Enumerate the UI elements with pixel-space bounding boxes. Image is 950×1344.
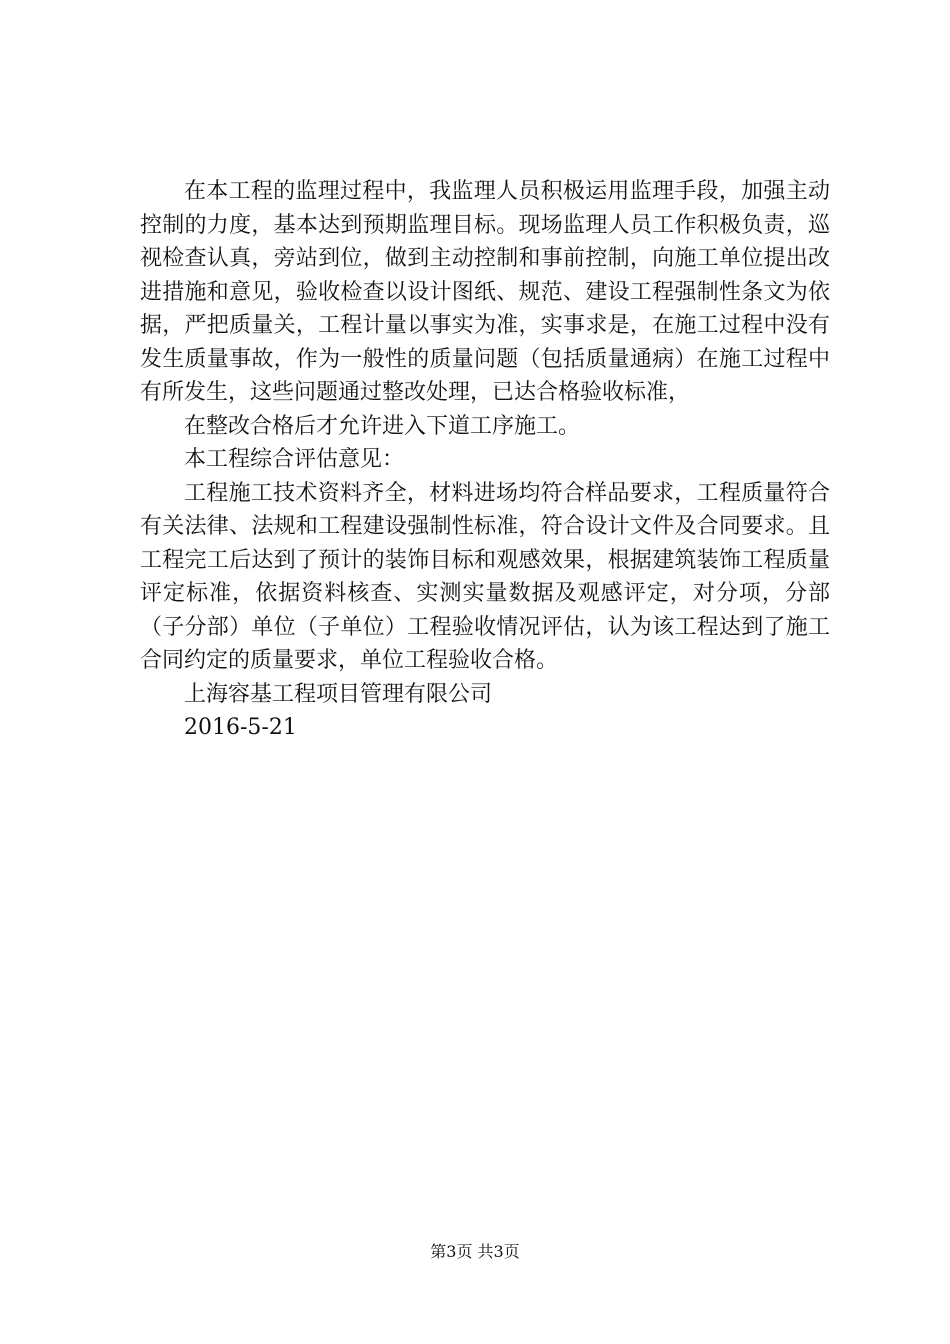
paragraph-rectification: 在整改合格后才允许进入下道工序施工。 — [184, 413, 581, 439]
paragraph-supervision-process: 在本工程的监理过程中，我监理人员积极运用监理手段，加强主动控制的力度，基本达到预期监理目标。现场监理人员工作积极负责，巡视检查认真，旁站到位，做到主动控制和事前控制，向施工单位提出改进措施和意见，验收检查以设计图纸、规范、建设工程强制性条文为依据，严把质量关，工程计量以事实为准，实事求是，在施工过程中没有发生质量事故，作为一般性的质量问题（包括质量通病）在施工过程中有所发生，这些问题通过整改处理，已达合格验收标准， — [140, 179, 830, 405]
paragraph-assessment-heading: 本工程综合评估意见： — [184, 447, 405, 472]
page-number-footer: 第3页 共3页 — [430, 1242, 520, 1261]
paragraph-assessment-opinion: 工程施工技术资料齐全，材料进场均符合样品要求，工程质量符合有关法律、法规和工程建设强制性标准，符合设计文件及合同要求。且工程完工后达到了预计的装饰目标和观感效果，根据建筑装饰工程质量评定标准，依据资料核查、实测实量数据及观感评定，对分项，分部（子分部）单位（子单位）工程验收情况评估，认为该工程达到了施工合同约定的质量要求，单位工程验收合格。 — [140, 480, 830, 673]
document-date: 2016-5-21 — [184, 715, 297, 740]
company-signature: 上海容基工程项目管理有限公司 — [184, 681, 493, 707]
document-body — [140, 175, 830, 745]
